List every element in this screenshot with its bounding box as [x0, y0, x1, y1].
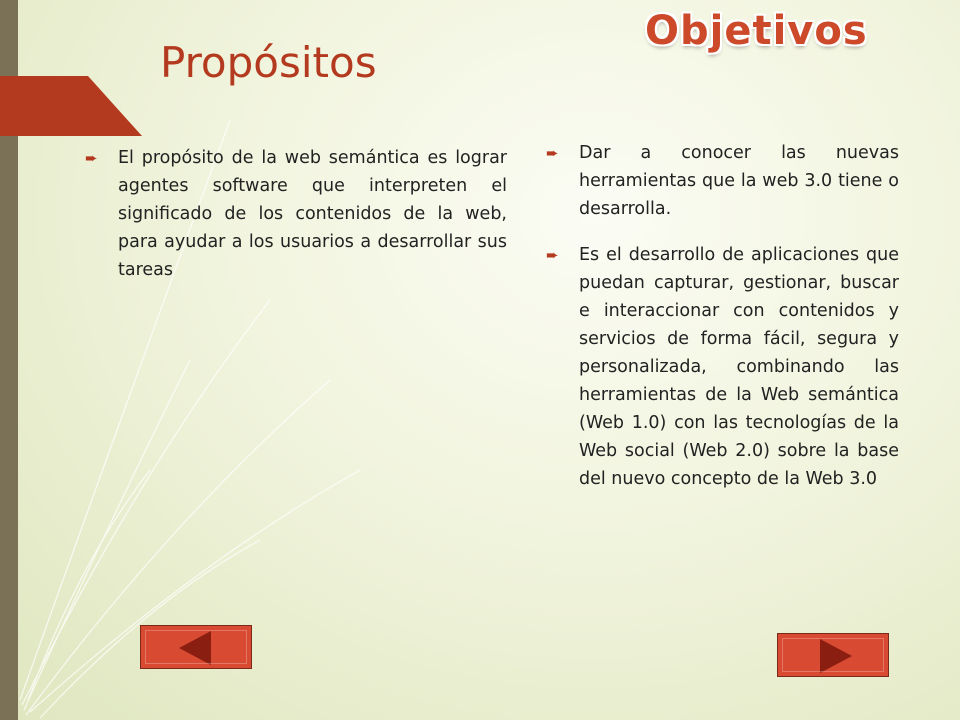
list-item-text: Dar a conocer las nuevas herramientas que la web 3.0 tiene o desarrolla. — [579, 143, 899, 219]
arrow-bullet-icon: ➨ — [546, 144, 559, 162]
arrow-bullet-icon: ➨ — [546, 246, 559, 264]
section-title-objetivos: Objetivos — [645, 8, 868, 54]
list-item — [546, 241, 899, 493]
page-title: Propósitos — [160, 38, 377, 87]
previous-slide-button[interactable] — [140, 625, 252, 669]
title-accent-tab — [0, 76, 142, 136]
list-item — [85, 144, 507, 284]
purposes-list — [85, 144, 507, 284]
list-item-text: Es el desarrollo de aplicaciones que puedan capturar, gestionar, buscar e interaccionar con contenidos y servicios de forma fácil, segura y personalizada, combinando las herramientas de la Web semántica (Web 1.0) con las tecnologías de la Web social (Web 2.0) sobre la base del nuevo concepto de la Web 3.0 — [579, 245, 899, 489]
objectives-list — [546, 139, 899, 511]
list-item-text: El propósito de la web semántica es lograr agentes software que interpreten el significado de los contenidos de la web, para ayudar a los usuarios a desarrollar sus tareas — [118, 148, 507, 280]
list-item — [546, 139, 899, 223]
next-slide-button[interactable] — [777, 633, 889, 677]
triangle-left-icon — [179, 631, 211, 665]
triangle-right-icon — [820, 639, 852, 673]
arrow-bullet-icon: ➨ — [85, 149, 98, 167]
